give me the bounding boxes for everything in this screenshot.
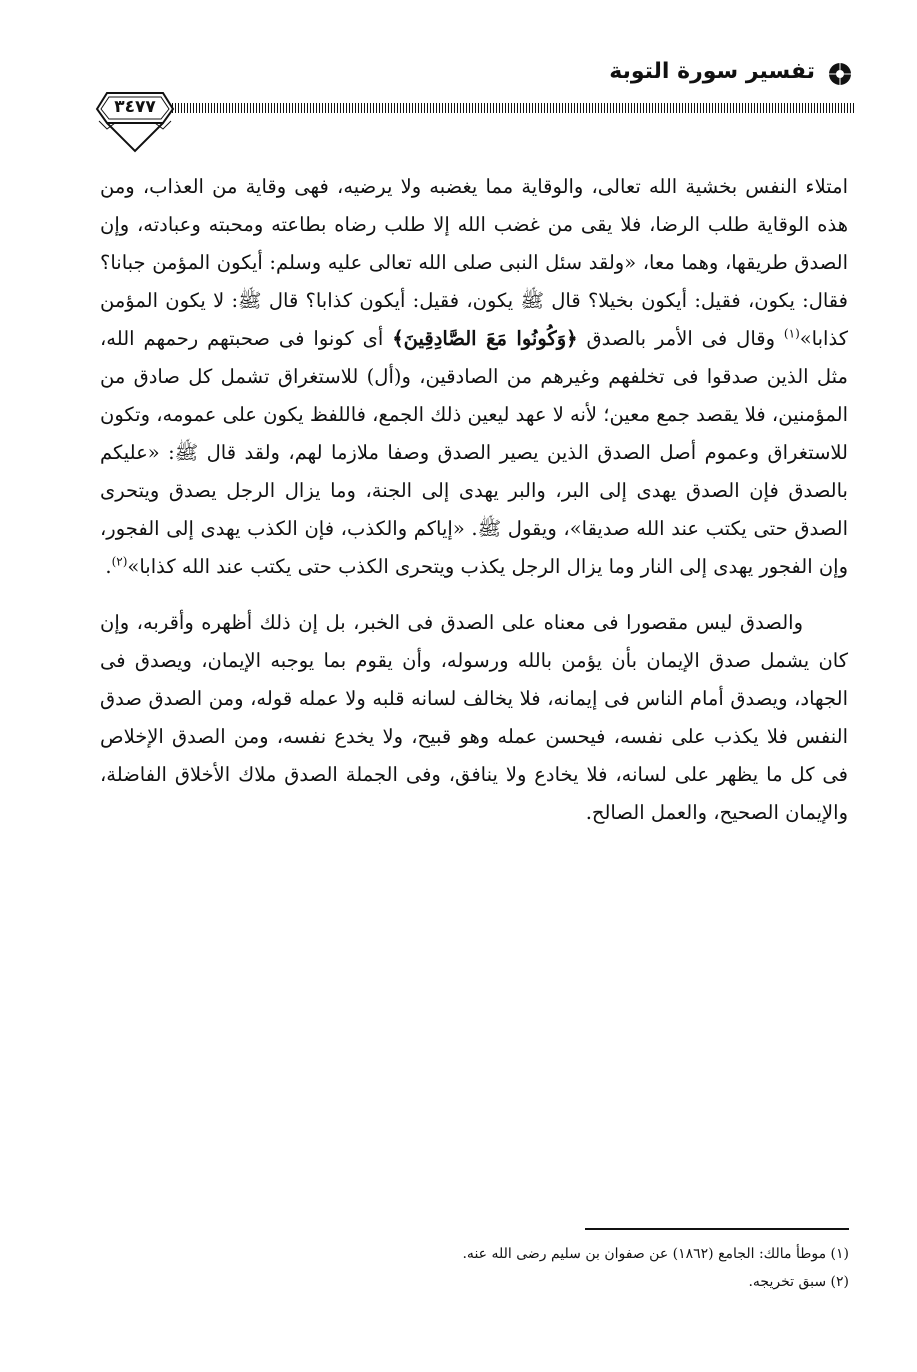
footnotes — [149, 1240, 849, 1296]
footnote-ref-2: (٢) — [111, 554, 128, 569]
footnote-ref-1: (١) — [783, 326, 800, 341]
paragraph-1 — [100, 168, 848, 586]
main-text — [100, 168, 848, 832]
paragraph-1-text-c: أى كونوا فى صحبتهم رحمهم الله، مثل الذين صدقوا فى تخلفهم وغيرهم من الصادقين، و(أل) للاستغراق تشمل كل صادق من المؤمنين، فلا يقصد جمع معين؛ لأنه لا عهد ليعين ذلك الجمع، فاللفظ يكون على عمومه، وتكون للاستغراق وعموم أصل الصدق الذين يصير الصدق وصفا ملازما لهم، ولقد قال ﷺ: «عليكم بالصدق فإن الصدق يهدى إلى البر، والبر يهدى إلى الجنة، وما يزال الرجل يصدق ويتحرى الصدق حتى يكتب عند الله صديقا»، ويقول ﷺ. «إياكم والكذب، فإن الكذب يهدى إلى الفجور، وإن الفجور يهدى إلى النار وما يزال الرجل يكذب ويتحرى الكذب حتى يكتب عند الله كذابا» — [100, 327, 848, 578]
footnote-divider — [585, 1228, 849, 1230]
page-number: ٣٤٧٧ — [114, 97, 156, 117]
flower-ornament-icon — [827, 61, 853, 87]
header-rule — [169, 103, 855, 113]
footnote-1: (١) موطأ مالك: الجامع (١٨٦٢) عن صفوان بن سليم رضى الله عنه. — [462, 1246, 849, 1262]
paragraph-1-text-a: امتلاء النفس بخشية الله تعالى، والوقاية مما يغضبه ولا يرضيه، فهى وقاية من العذاب، ومن هذه الوقاية طلب الرضا، فلا يقى من غضب الله إلا طلب رضاه بطاعته ومحبته وعبادته، وإن الصدق طريقها، وهما معا، «ولقد سئل النبى صلى الله تعالى عليه وسلم: أيكون المؤمن جبانا؟ فقال: يكون، فقيل: أيكون بخيلا؟ قال ﷺ يكون، فقيل: أيكون كذابا؟ قال ﷺ: لا يكون المؤمن كذابا» — [100, 175, 848, 350]
badge-frame-icon — [95, 85, 175, 157]
page-number-badge — [95, 85, 175, 157]
paragraph-2: والصدق ليس مقصورا فى معناه على الصدق فى الخبر، بل إن ذلك أظهره وأقربه، وإن كان يشمل صدق الإيمان بأن يؤمن بالله ورسوله، وأن يقوم بما يوجبه الإيمان، ويصدق فى الجهاد، ويصدق أمام الناس فى إيمانه، فلا يخالف لسانه قلبه ولا عمله قوله، ومن الصدق صدق النفس فلا يكذب على نفسه، فيحسن عمله وهو قبيح، ولا يخدع نفسه، ومن الصدق الإخلاص فى كل ما يظهر على لسانه، فلا يخادع ولا ينافق، وفى الجملة الصدق ملاك الأخلاق الفاضلة، والإيمان الصحيح، والعمل الصالح. — [100, 611, 848, 824]
page-header — [95, 55, 855, 155]
footnote-2: (٢) سبق تخريجه. — [748, 1274, 849, 1290]
paragraph-1-end: . — [105, 555, 112, 578]
running-title: تفسير سورة التوبة — [609, 59, 815, 84]
paragraph-1-text-b: وقال فى الأمر بالصدق — [577, 327, 784, 350]
quran-verse: ﴿وَكُونُوا مَعَ الصَّادِقِينَ﴾ — [392, 327, 578, 350]
